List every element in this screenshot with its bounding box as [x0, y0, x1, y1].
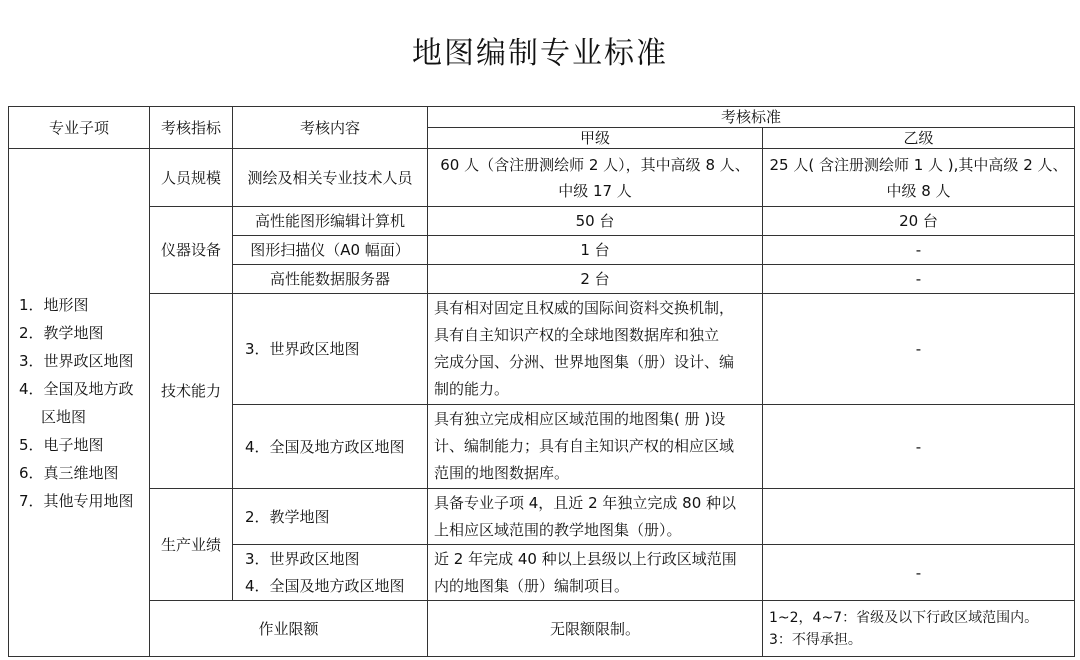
sub-items-cell — [9, 149, 150, 657]
grade-a-personnel — [428, 149, 763, 207]
text-line: 具有自主知识产权的全球地图数据库和独立 — [434, 326, 720, 344]
quota-row — [9, 601, 1075, 657]
grade-b-production — [763, 489, 1075, 545]
header-grade-a: 甲级 — [428, 128, 763, 149]
content-personnel: 测绘及相关专业技术人员 — [233, 149, 428, 207]
text-line: 中级 8 人 — [886, 181, 951, 200]
grade-b-equipment: 20 台 — [763, 207, 1075, 236]
content-equipment: 图形扫描仪（A0 幅面） — [233, 236, 428, 265]
header-grade-b: 乙级 — [763, 128, 1075, 149]
text-line: 4．全国及地方政区地图 — [245, 576, 405, 595]
grade-b-equipment: - — [763, 236, 1075, 265]
grade-a-quota: 无限额限制。 — [428, 601, 763, 657]
text-line: 范围的地图数据库。 — [434, 464, 570, 482]
grade-a-production — [428, 545, 763, 601]
content-tech: 4．全国及地方政区地图 — [233, 405, 428, 489]
text-line: 2．教学地图 — [245, 507, 330, 526]
content-production — [233, 489, 428, 545]
quota-label: 作业限额 — [150, 601, 428, 657]
text-line: 25 人( 含注册测绘师 1 人 ),其中高级 2 人、 — [769, 155, 1068, 174]
sub-item: 5．电子地图 — [19, 435, 104, 454]
header-standard: 考核标准 — [428, 107, 1075, 128]
grade-b-equipment: - — [763, 265, 1075, 294]
indicator-equipment: 仪器设备 — [150, 207, 233, 294]
content-equipment: 高性能数据服务器 — [233, 265, 428, 294]
grade-a-tech — [428, 405, 763, 489]
indicator-tech: 技术能力 — [150, 294, 233, 489]
content-production — [233, 545, 428, 601]
text-line: 1~2，4~7：省级及以下行政区域范围内。 — [769, 609, 1039, 626]
standards-table — [8, 106, 1075, 657]
grade-a-equipment: 50 台 — [428, 207, 763, 236]
header-sub-item: 专业子项 — [9, 107, 150, 149]
sub-item: 1．地形图 — [19, 295, 89, 314]
text-line: 具有独立完成相应区域范围的地图集( 册 )设 — [434, 410, 726, 428]
text-line: 制的能力。 — [434, 380, 510, 398]
production-row — [9, 489, 1075, 545]
text-line: 完成分国、分洲、世界地图集（册）设计、编 — [434, 353, 735, 371]
grade-a-production — [428, 489, 763, 545]
sub-item: 4．全国及地方政 — [19, 379, 134, 398]
sub-item: 7．其他专用地图 — [19, 491, 134, 510]
text-line: 近 2 年完成 40 种以上县级以上行政区域范围 — [434, 549, 737, 568]
text-line: 具备专业子项 4，且近 2 年独立完成 80 种以 — [434, 493, 737, 512]
content-equipment: 高性能图形编辑计算机 — [233, 207, 428, 236]
sub-item: 6．真三维地图 — [19, 463, 119, 482]
text-line: 3：不得承担。 — [769, 631, 862, 648]
content-tech: 3．世界政区地图 — [233, 294, 428, 405]
indicator-production: 生产业绩 — [150, 489, 233, 601]
grade-b-tech: - — [763, 405, 1075, 489]
grade-b-personnel — [763, 149, 1075, 207]
page-title: 地图编制专业标准 — [412, 36, 668, 71]
tech-row — [9, 294, 1075, 405]
header-content: 考核内容 — [233, 107, 428, 149]
sub-item: 3．世界政区地图 — [19, 351, 134, 370]
sub-item: 2．教学地图 — [19, 323, 104, 342]
text-line: 3．世界政区地图 — [245, 549, 360, 568]
equipment-row — [9, 207, 1075, 236]
grade-b-tech: - — [763, 294, 1075, 405]
grade-a-equipment: 1 台 — [428, 236, 763, 265]
text-line: 内的地图集（册）编制项目。 — [434, 576, 630, 595]
text-line: 计、编制能力；具有自主知识产权的相应区域 — [434, 437, 735, 455]
grade-a-tech — [428, 294, 763, 405]
text-line: 中级 17 人 — [558, 181, 632, 200]
sub-item: 区地图 — [41, 407, 87, 426]
text-line: 60 人（含注册测绘师 2 人），其中高级 8 人、 — [440, 155, 750, 174]
personnel-row — [9, 149, 1075, 207]
header-row-1 — [9, 107, 1075, 128]
text-line: 具有相对固定且权威的国际间资料交换机制， — [434, 299, 735, 317]
grade-a-equipment: 2 台 — [428, 265, 763, 294]
grade-b-production: - — [763, 545, 1075, 601]
header-indicator: 考核指标 — [150, 107, 233, 149]
indicator-personnel: 人员规模 — [150, 149, 233, 207]
text-line: 上相应区域范围的教学地图集（册）。 — [434, 520, 682, 539]
grade-b-quota — [763, 601, 1075, 657]
